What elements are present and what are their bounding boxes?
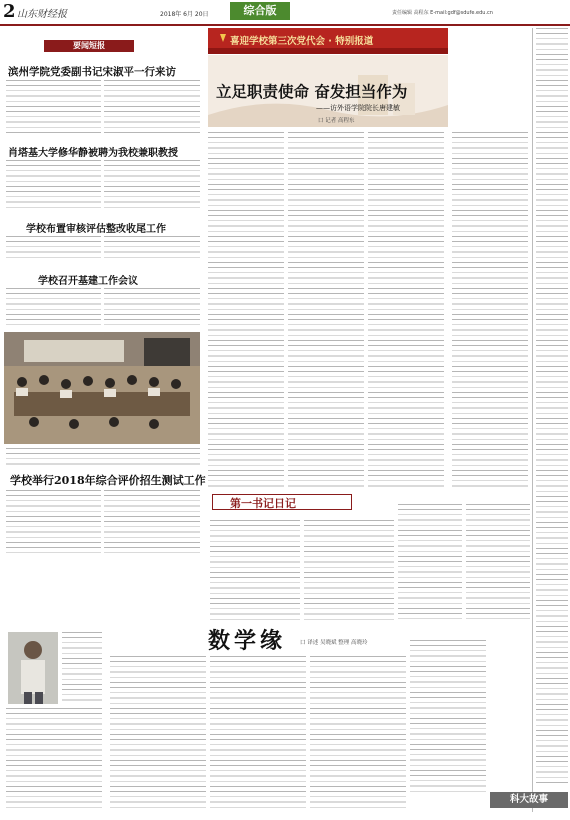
column-divider xyxy=(532,28,533,812)
article-text xyxy=(62,632,102,704)
short-news-header: 要闻短报 xyxy=(44,40,134,52)
math-title: 数学缘 xyxy=(208,628,287,654)
page-number: 2 xyxy=(3,1,16,22)
feature-text-col-1 xyxy=(208,132,284,488)
article-text xyxy=(6,160,101,212)
math-text xyxy=(210,656,306,812)
article-text xyxy=(6,490,101,554)
short-news-headline-5: 学校举行2018年综合评价招生测试工作 xyxy=(10,474,206,487)
article-text xyxy=(6,80,101,136)
feature-text-col-3 xyxy=(368,132,444,488)
feature-headline: 立足职责使命 奋发担当作为 xyxy=(216,82,408,101)
diary-text xyxy=(210,520,300,620)
feature-text-col-2 xyxy=(288,132,364,488)
article-text xyxy=(104,80,200,136)
diary-text xyxy=(466,504,530,620)
article-text xyxy=(104,490,200,554)
math-text xyxy=(410,640,486,796)
photo-caption xyxy=(6,448,200,466)
short-news-headline-2: 肖塔基大学修华静被聘为我校兼职教授 xyxy=(8,148,178,159)
feature-text-col-4 xyxy=(452,132,528,488)
article-text xyxy=(6,288,101,328)
paper-name: 山东财经报 xyxy=(17,9,67,20)
math-byline: 口 译述 吴晓斌 整理 高晓玲 xyxy=(300,640,368,646)
short-news-headline-1: 滨州学院党委副书记宋淑平一行来访 xyxy=(8,66,176,78)
article-text xyxy=(104,288,200,328)
masthead xyxy=(0,0,570,26)
diary-title: 第一书记日记 xyxy=(230,497,296,510)
article-text xyxy=(104,236,200,262)
diary-title-box xyxy=(212,494,352,510)
portrait-photo xyxy=(8,632,58,704)
editor-line: 责任编辑 高程东 E-mail:gdf@sdufe.edu.cn xyxy=(392,10,493,16)
science-story-header: 科大故事 xyxy=(490,792,568,808)
group-photo xyxy=(4,332,200,444)
sidebar-text xyxy=(536,28,568,784)
section-label: 综合版 xyxy=(230,2,290,20)
diary-text xyxy=(304,520,394,620)
feature-subtitle: ——访外语学院院长唐建敏 xyxy=(316,104,400,112)
banner-title: 喜迎学校第三次党代会 · 特别报道 xyxy=(230,36,374,47)
math-text xyxy=(310,656,406,812)
feature-byline: 口 记者 高程东 xyxy=(318,118,355,124)
math-text xyxy=(110,656,206,812)
diary-text xyxy=(398,504,462,620)
short-news-headline-3: 学校布置审核评估整改收尾工作 xyxy=(26,224,166,235)
special-report-banner xyxy=(208,28,448,54)
short-news-headline-4: 学校召开基建工作会议 xyxy=(38,276,138,287)
issue-date: 2018年 6月 20日 xyxy=(160,11,209,18)
article-text xyxy=(6,708,102,812)
article-text xyxy=(6,236,101,262)
article-text xyxy=(104,160,200,212)
